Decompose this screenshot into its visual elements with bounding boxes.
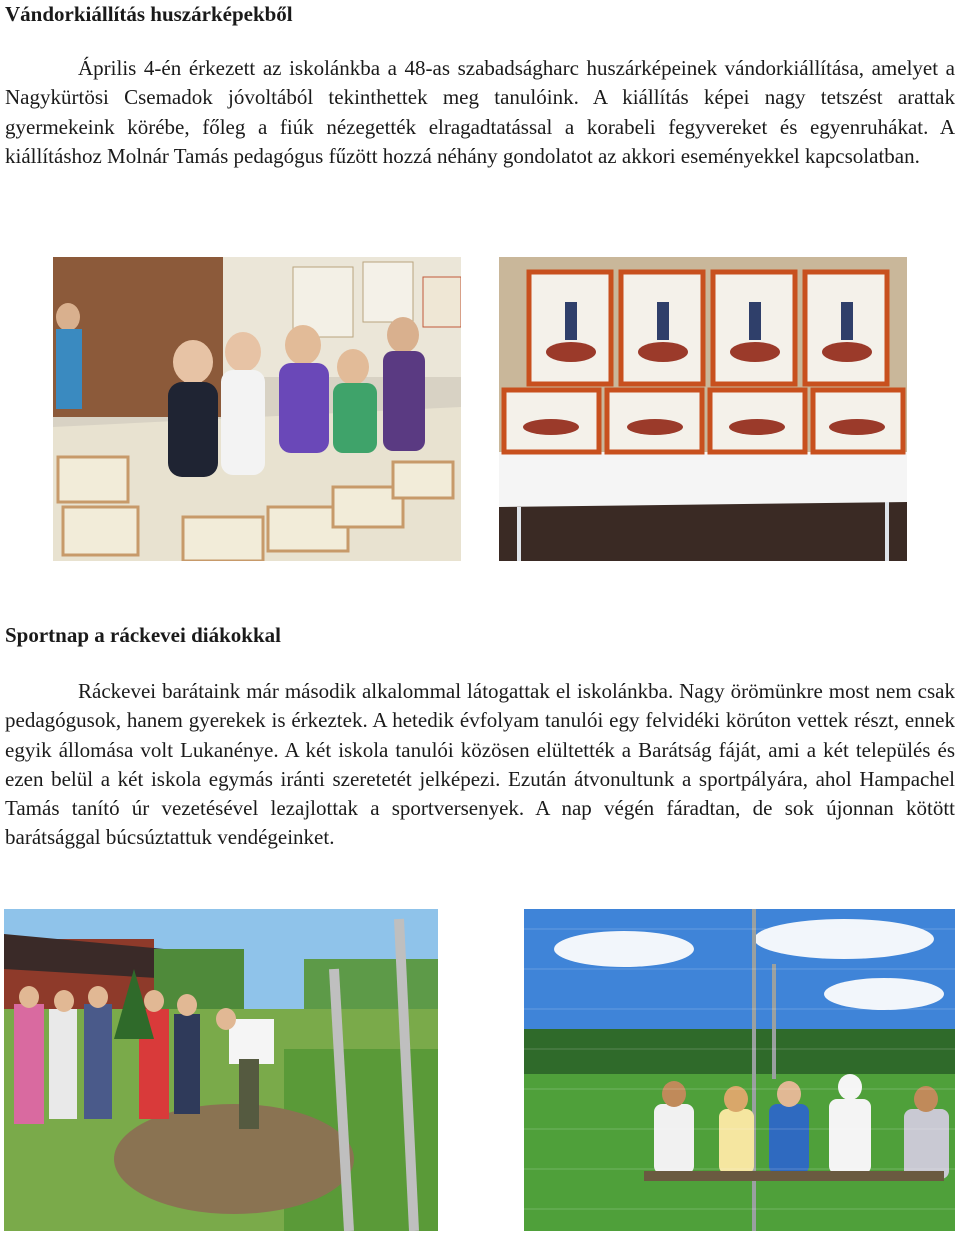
exhibition-paragraph: Április 4-én érkezett az iskolánkba a 48-as szabadságharc huszárképeinek vándorkiállítása, amelyet a Nagykürtösi Csemadok jóvoltából tekinthettek meg tanulóink. A kiállítás képei nagy tetszést arattak gyermekeink körébe, főleg a fiúk nézegették elragadtatással a korabeli fegyvereket és egyenruhákat. A kiállításhoz Molnár Tamás pedagógus fűzött hozzá néhány gondolatot az akkori eseményekkel kapcsolatban. [5, 56, 955, 168]
photo-children-at-exhibition [53, 257, 461, 561]
section-heading-sports-day: Sportnap a ráckevei diákokkal [5, 623, 281, 647]
sports-day-paragraph: Ráckevei barátaink már második alkalommal látogattak el iskolánkba. Nagy örömünkre most nem csak pedagógusok, hanem gyerekek is érkeztek. A hetedik évfolyam tanulói egy felvidéki körúton vettek részt, ennek egyik állomása volt Lukanénye. A két iskola tanulói közösen elültették a Barátság fáját, ami a két település és ezen belül a két iskola egymás iránti szeretetét jelképezi. Ezután átvonultunk a sportpályára, ahol Hampachel Tamás tanító úr vezetésével lezajlottak a sportversenyek. A nap végén fáradtan, de sok újonnan kötött barátsággal búcsúztattuk vendégeinket. [5, 679, 955, 850]
photo-tree-planting [4, 909, 438, 1231]
section-heading-exhibition: Vándorkiállítás huszárképekből [5, 2, 293, 26]
photo-hussar-pictures-display [499, 257, 907, 561]
photo-sports-field [524, 909, 955, 1231]
